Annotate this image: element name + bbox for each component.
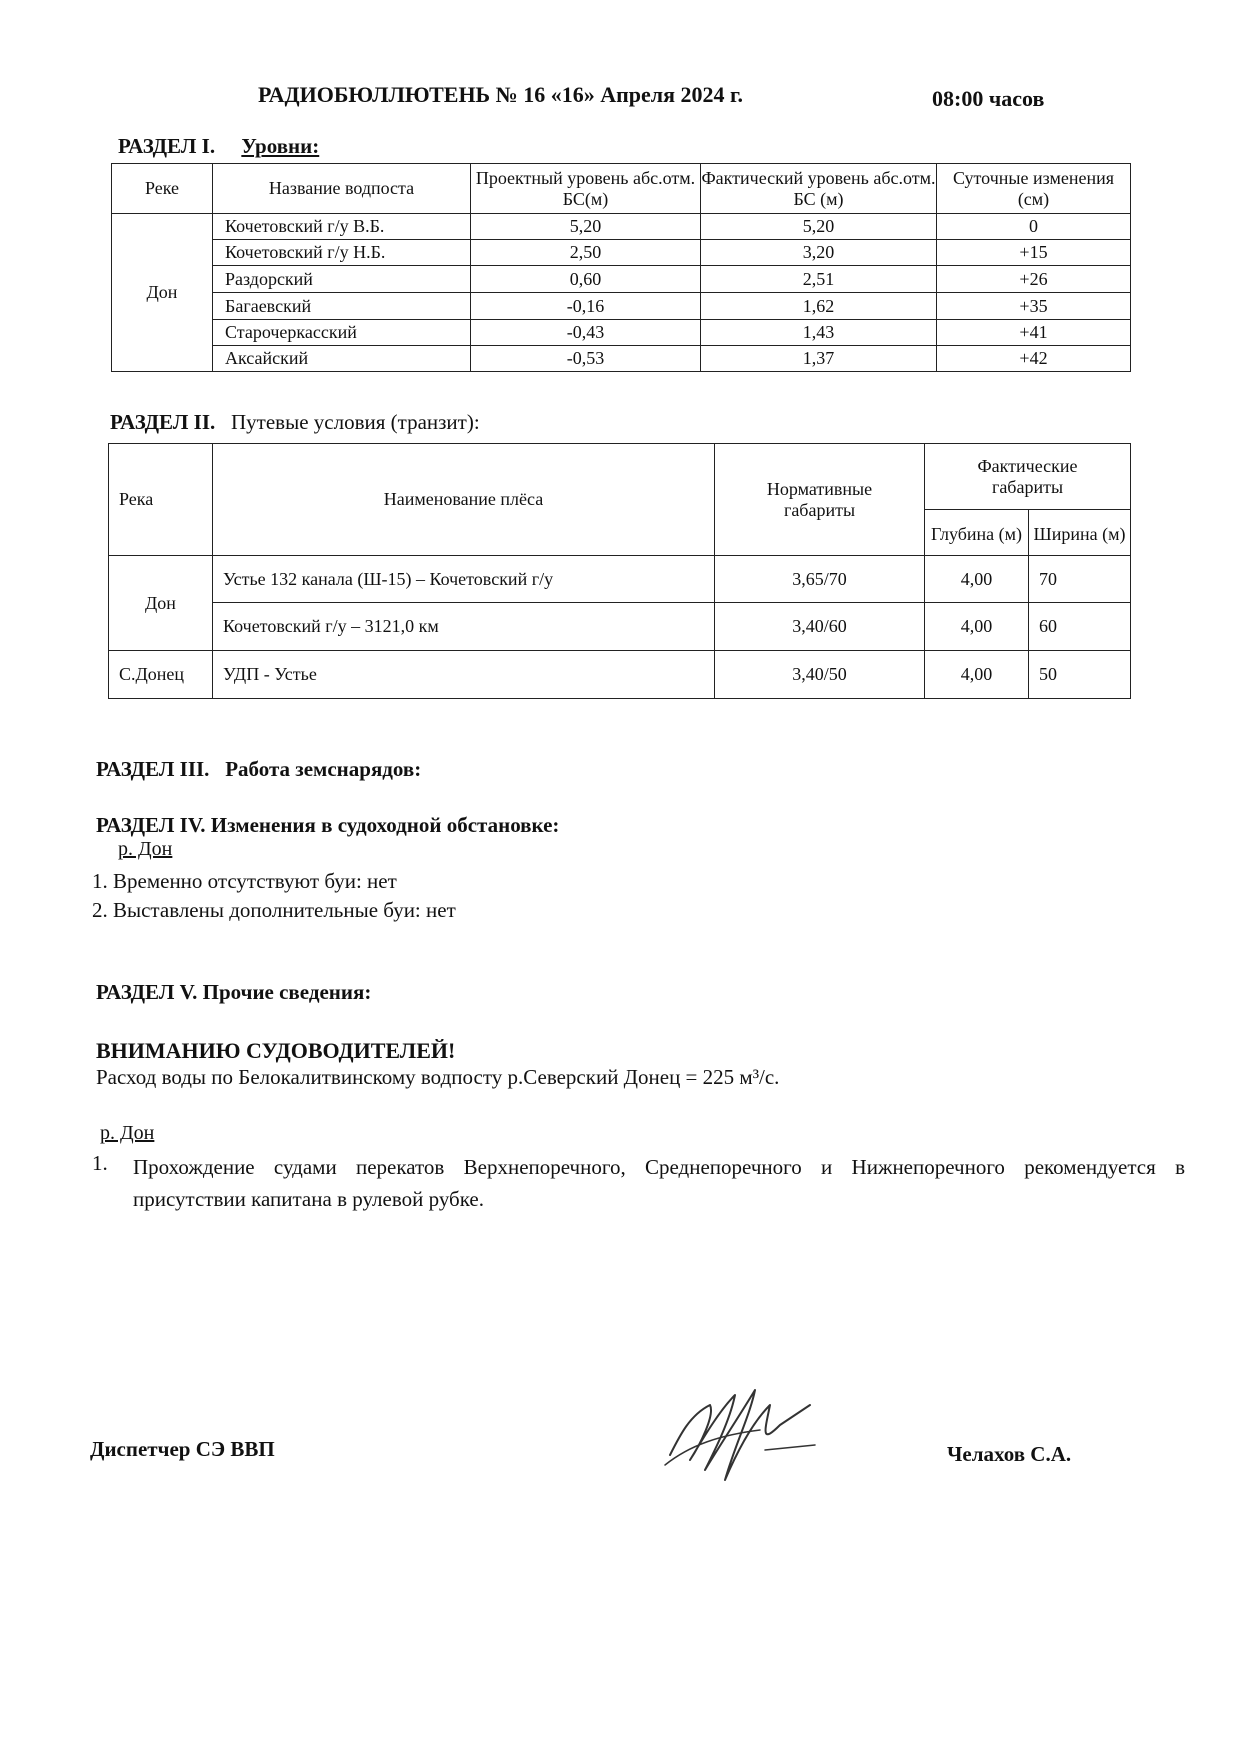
dispatcher-name: Челахов С.А. — [947, 1442, 1072, 1466]
levels-river: Дон — [112, 214, 213, 372]
levels-design: 2,50 — [471, 240, 701, 266]
transit-header-stretch: Наименование плёса — [213, 444, 715, 556]
levels-actual: 1,43 — [701, 320, 937, 346]
levels-header-post: Название водпоста — [213, 164, 471, 214]
flow-info: Расход воды по Белокалитвинскому водпосту р.Северский Донец = 225 м³/с. — [96, 1065, 780, 1089]
transit-width: 70 — [1029, 556, 1131, 603]
transit-normative: 3,65/70 — [715, 556, 925, 603]
section-4-label: РАЗДЕЛ IV. — [96, 813, 206, 837]
levels-change: 0 — [937, 214, 1131, 240]
levels-header-river: Реке — [112, 164, 213, 214]
levels-design: -0,43 — [471, 320, 701, 346]
attention-heading: ВНИМАНИЮ СУДОВОДИТЕЛЕЙ! — [96, 1038, 456, 1063]
transit-river: Дон — [109, 556, 213, 651]
section-4-title: Изменения в судоходной обстановке: — [210, 813, 560, 837]
levels-post: Аксайский — [213, 346, 471, 372]
levels-header-change: Суточные изменения (см) — [937, 164, 1131, 214]
levels-design: 0,60 — [471, 266, 701, 293]
transit-header-actual: Фактические габариты — [925, 444, 1131, 510]
section-2-heading — [110, 410, 480, 435]
section-5-label: РАЗДЕЛ V. — [96, 980, 198, 1004]
levels-change: +42 — [937, 346, 1131, 372]
transit-depth: 4,00 — [925, 603, 1029, 651]
levels-post: Кочетовский г/у В.Б. — [213, 214, 471, 240]
handwritten-signature — [660, 1375, 840, 1495]
section-5-item-text: Прохождение судами перекатов Верхнепоречного, Среднепоречного и Нижнепоречного рекомендуется в присутствии капитана в рулевой рубке. — [133, 1155, 1185, 1211]
levels-design: 5,20 — [471, 214, 701, 240]
section-5-title: Прочие сведения: — [202, 980, 372, 1004]
levels-design: -0,53 — [471, 346, 701, 372]
levels-design: -0,16 — [471, 293, 701, 320]
transit-header-depth: Глубина (м) — [925, 510, 1029, 556]
transit-header-normative: Нормативные габариты — [715, 444, 925, 556]
transit-normative: 3,40/60 — [715, 603, 925, 651]
section-2-title: Путевые условия (транзит): — [231, 410, 480, 434]
transit-width: 60 — [1029, 603, 1131, 651]
section-4-river: р. Дон — [118, 838, 173, 860]
transit-depth: 4,00 — [925, 651, 1029, 699]
levels-actual: 3,20 — [701, 240, 937, 266]
transit-header-width: Ширина (м) — [1029, 510, 1131, 556]
levels-post: Старочеркасский — [213, 320, 471, 346]
transit-width: 50 — [1029, 651, 1131, 699]
section-4-heading — [96, 813, 559, 838]
levels-post: Кочетовский г/у Н.Б. — [213, 240, 471, 266]
section-3-heading — [96, 757, 421, 782]
levels-actual: 1,62 — [701, 293, 937, 320]
transit-river: С.Донец — [109, 651, 213, 699]
levels-change: +26 — [937, 266, 1131, 293]
levels-post: Раздорский — [213, 266, 471, 293]
levels-actual: 1,37 — [701, 346, 937, 372]
section-4-item: 1. Временно отсутствуют буи: нет — [92, 869, 397, 893]
section-5-heading — [96, 980, 371, 1005]
levels-actual: 2,51 — [701, 266, 937, 293]
levels-actual: 5,20 — [701, 214, 937, 240]
levels-change: +15 — [937, 240, 1131, 266]
levels-table — [111, 163, 1131, 372]
bulletin-title: РАДИОБЮЛЛЮТЕНЬ № 16 «16» Апреля 2024 г. — [258, 82, 744, 107]
levels-header-design: Проектный уровень абс.отм. БС(м) — [471, 164, 701, 214]
transit-header-river: Река — [109, 444, 213, 556]
bulletin-time: 08:00 часов — [932, 86, 1045, 111]
section-1-heading — [118, 134, 319, 159]
transit-stretch: УДП - Устье — [213, 651, 715, 699]
transit-stretch: Кочетовский г/у – 3121,0 км — [213, 603, 715, 651]
section-3-title: Работа земснарядов: — [225, 757, 422, 781]
section-5-river: р. Дон — [100, 1122, 155, 1144]
transit-stretch: Устье 132 канала (Ш-15) – Кочетовский г/у — [213, 556, 715, 603]
transit-table — [108, 443, 1131, 699]
levels-post: Багаевский — [213, 293, 471, 320]
transit-depth: 4,00 — [925, 556, 1029, 603]
levels-change: +41 — [937, 320, 1131, 346]
section-3-label: РАЗДЕЛ III. — [96, 757, 210, 781]
section-4-item: 2. Выставлены дополнительные буи: нет — [92, 898, 456, 922]
dispatcher-position: Диспетчер СЭ ВВП — [90, 1437, 275, 1461]
section-5-item-number: 1. — [92, 1151, 108, 1175]
transit-normative: 3,40/50 — [715, 651, 925, 699]
section-2-label: РАЗДЕЛ II. — [110, 410, 216, 434]
section-1-title: Уровни: — [241, 134, 320, 158]
section-1-label: РАЗДЕЛ I. — [118, 134, 216, 158]
levels-header-actual: Фактический уровень абс.отм. БС (м) — [701, 164, 937, 214]
levels-change: +35 — [937, 293, 1131, 320]
